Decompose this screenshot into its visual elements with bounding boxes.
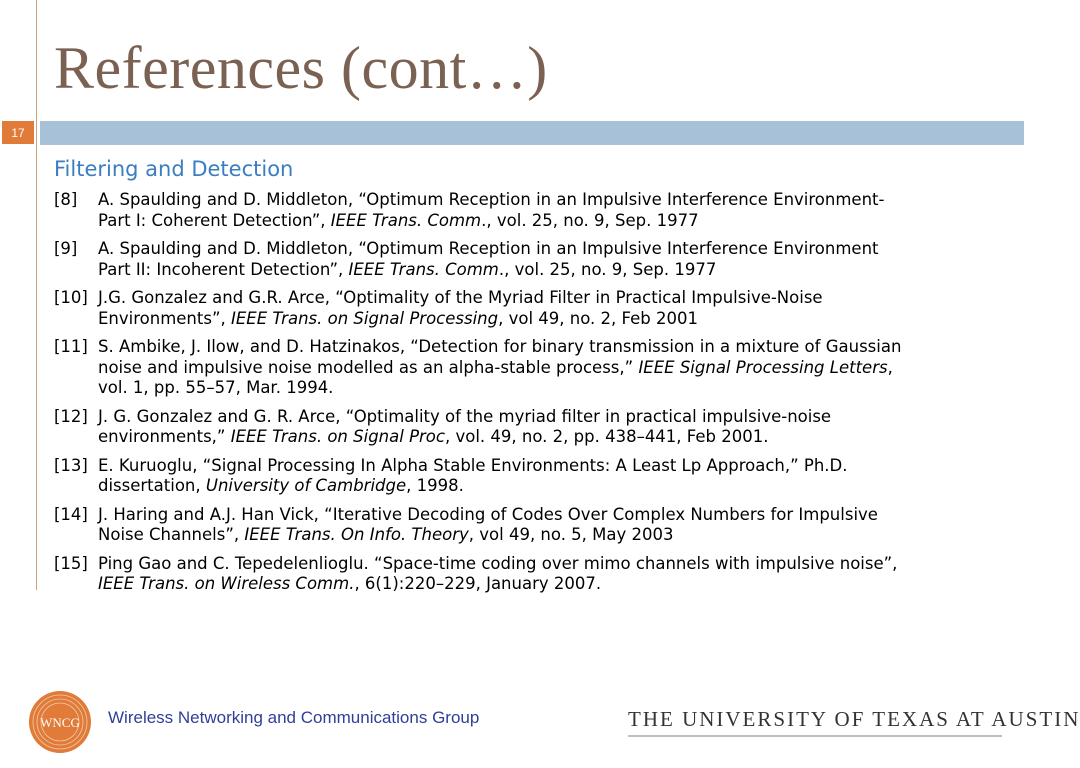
reference-text	[98, 288, 823, 309]
reference-continuation-line	[54, 525, 1004, 546]
reference-text-segment: , vol 49, no. 5, May 2003	[468, 525, 674, 544]
left-border-rule	[36, 0, 37, 590]
reference-item	[54, 337, 1004, 399]
reference-first-line	[54, 505, 1004, 526]
reference-text-segment: , 1998.	[406, 476, 464, 495]
footer-divider	[628, 735, 1002, 737]
reference-first-line	[54, 337, 1004, 358]
reference-text-segment: S. Ambike, J. Ilow, and D. Hatzinakos, “Detection for binary transmission in a mixture of Gaussian	[98, 337, 902, 356]
footer-group-name: Wireless Networking and Communications Group	[108, 708, 480, 727]
reference-text-segment: Environments”,	[98, 308, 231, 328]
reference-text-segment: dissertation,	[98, 476, 206, 495]
slide-number: 17	[2, 121, 34, 144]
reference-item	[54, 456, 1004, 497]
reference-continuation-line	[54, 260, 1004, 281]
reference-number: [15]	[54, 553, 88, 573]
reference-text-segment: ,	[887, 357, 893, 377]
reference-continuation-line	[54, 211, 1004, 232]
reference-continuation-line	[54, 427, 1004, 448]
reference-text-segment: vol. 1, pp. 55–57, Mar. 1994.	[98, 378, 334, 397]
reference-text-segment: , vol. 49, no. 2, pp. 438–441, Feb 2001.	[444, 427, 769, 446]
reference-journal: IEEE Signal Processing Letters	[638, 357, 888, 377]
reference-text	[98, 456, 848, 477]
reference-number: [12]	[54, 406, 88, 426]
reference-journal: IEEE Trans. Comm	[348, 259, 499, 279]
reference-number: [14]	[54, 504, 88, 524]
reference-text	[98, 239, 879, 260]
reference-first-line	[54, 554, 1004, 575]
reference-text-segment: noise and impulsive noise modelled as an alpha-stable process,”	[98, 357, 639, 377]
reference-text-segment: J. G. Gonzalez and G. R. Arce, “Optimality of the myriad filter in practical impulsive-noise	[98, 406, 832, 426]
reference-text-segment: Ping Gao and C. Tepedelenlioglu. “Space-time coding over mimo channels with impulsive noise”,	[98, 553, 898, 573]
title-underline-bar	[40, 121, 1024, 145]
reference-text	[98, 554, 897, 575]
reference-item	[54, 190, 1004, 231]
reference-text	[98, 337, 901, 358]
reference-text-segment: ., vol. 25, no. 9, Sep. 1977	[481, 210, 699, 230]
reference-number: [11]	[54, 337, 88, 356]
reference-journal: IEEE Trans. On Info. Theory	[244, 525, 469, 544]
reference-text-segment: J.G. Gonzalez and G.R. Arce, “Optimality of the Myriad Filter in Practical Impulsive-Noise	[98, 288, 823, 307]
reference-text-segment: Part I: Coherent Detection”,	[98, 210, 331, 230]
reference-text	[98, 505, 878, 526]
reference-text-segment: A. Spaulding and D. Middleton, “Optimum Reception in an Impulsive Interference Environment	[98, 239, 879, 258]
reference-first-line	[54, 190, 1004, 211]
reference-number: [9]	[54, 239, 78, 258]
reference-first-line	[54, 288, 1004, 309]
reference-text-segment: Noise Channels”,	[98, 525, 245, 544]
reference-number: [8]	[54, 190, 78, 209]
reference-text-segment: ., vol. 25, no. 9, Sep. 1977	[498, 259, 717, 279]
reference-journal: IEEE Trans. on Signal Proc	[230, 427, 445, 446]
reference-text-segment: J. Haring and A.J. Han Vick, “Iterative Decoding of Codes Over Complex Numbers for Impulsive	[98, 504, 878, 524]
reference-text-segment: , vol 49, no. 2, Feb 2001	[498, 308, 698, 328]
reference-item	[54, 554, 1004, 595]
reference-item	[54, 239, 1004, 280]
footer-university: THE UNIVERSITY OF TEXAS AT AUSTIN	[628, 707, 1080, 731]
reference-text-segment: , 6(1):220–229, January 2007.	[354, 574, 602, 593]
logo-text: WNCG	[40, 715, 80, 730]
reference-continuation-line	[54, 309, 1004, 330]
reference-text-segment: E. Kuruoglu, “Signal Processing In Alpha Stable Environments: A Least Lp Approach,” Ph.D.	[98, 455, 848, 475]
reference-journal: IEEE Trans. on Signal Processing	[231, 308, 499, 328]
reference-list	[54, 190, 1004, 603]
reference-number: [10]	[54, 288, 88, 307]
reference-first-line	[54, 239, 1004, 260]
reference-continuation-line	[54, 476, 1004, 497]
slide-title: References (cont…)	[54, 35, 548, 101]
reference-number: [13]	[54, 455, 88, 475]
section-heading: Filtering and Detection	[54, 157, 294, 181]
reference-continuation-line	[54, 574, 1004, 595]
reference-continuation-line	[54, 378, 1004, 399]
reference-item	[54, 505, 1004, 546]
reference-text	[98, 407, 831, 428]
reference-first-line	[54, 456, 1004, 477]
reference-continuation-line	[54, 358, 1004, 379]
reference-item	[54, 407, 1004, 448]
wncg-logo	[28, 690, 92, 754]
reference-text-segment: A. Spaulding and D. Middleton, “Optimum Reception in an Impulsive Interference Environment-	[98, 190, 885, 209]
reference-text	[98, 190, 884, 211]
reference-journal: IEEE Trans. on Wireless Comm.	[98, 574, 355, 593]
reference-text-segment: environments,”	[98, 427, 231, 446]
reference-journal: IEEE Trans. Comm	[330, 210, 482, 230]
reference-text-segment: Part II: Incoherent Detection”,	[98, 259, 349, 279]
reference-first-line	[54, 407, 1004, 428]
reference-journal: University of Cambridge	[205, 476, 407, 495]
reference-item	[54, 288, 1004, 329]
